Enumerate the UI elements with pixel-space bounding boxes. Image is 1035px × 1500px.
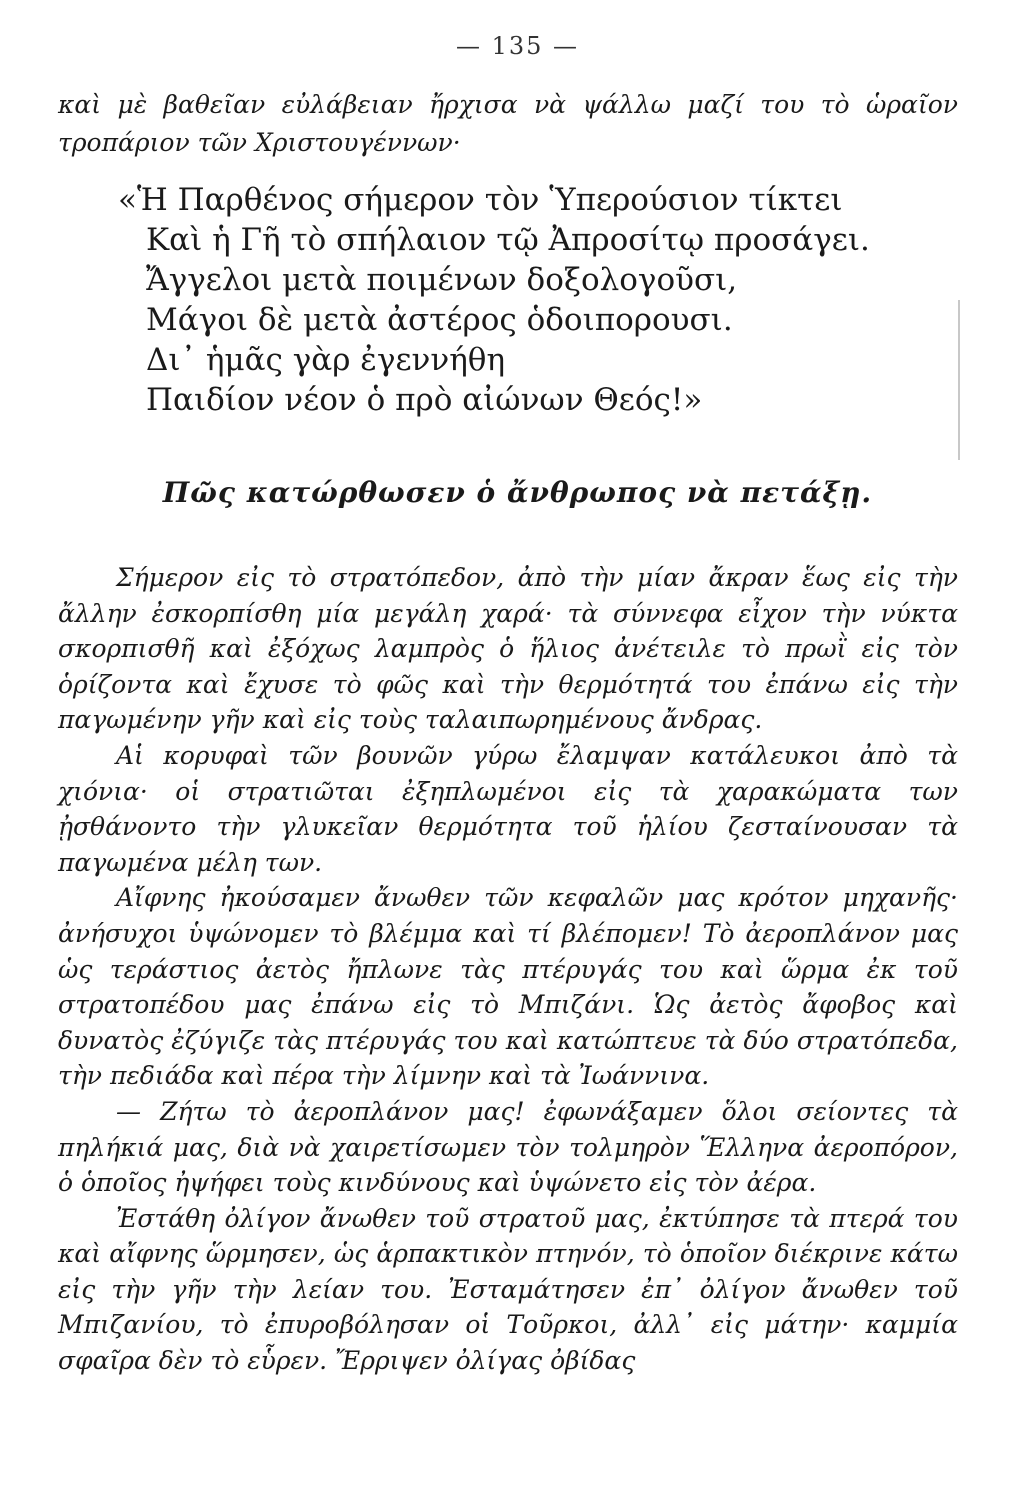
paragraph: Ἐστάθη ὀλίγον ἄνωθεν τοῦ στρατοῦ μας, ἐκτύπησε τὰ πτερά του καὶ αἴφνης ὥρμησεν, ὡς ἁρπακτικὸν πτηνόν, τὸ ὁποῖον διέκρινε κάτω εἰς τὴν γῆν τὴν λείαν του. Ἐσταμάτησεν ἐπ᾽ ὀλίγον ἄνωθεν τοῦ Μπιζανίου, τὸ ἐπυροβόλησαν οἱ Τοῦρκοι, ἀλλ᾽ εἰς μάτην· καμμία σφαῖρα δὲν τὸ εὗρεν. Ἔρριψεν ὀλίγας ὀβίδας [58, 1203, 958, 1376]
intro-text: καὶ μὲ βαθεῖαν εὐλάβειαν ἤρχισα νὰ ψάλλω μαζί του τὸ ὡραῖον τροπάριον τῶν Χριστουγέννων· [58, 90, 958, 157]
poem-line: Μάγοι δὲ μετὰ ἀστέρος ὁδοιπορουσι. [146, 302, 733, 338]
poem-line: Δι᾽ ἡμᾶς γὰρ ἐγεννήθη [146, 342, 506, 378]
poem-line: Ἄγγελοι μετὰ ποιμένων δοξολογοῦσι, [146, 262, 738, 298]
body-text [58, 560, 958, 1379]
poem-line: Καὶ ἡ Γῆ τὸ σπήλαιον τῷ Ἀπροσίτῳ προσάγει. [146, 222, 870, 258]
hymn-poem [118, 180, 938, 420]
page-number: — 135 — [455, 32, 580, 60]
section-heading: Πῶς κατώρθωσεν ὁ ἄνθρωπος νὰ πετάξῃ. [162, 476, 873, 509]
paragraph: Σήμερον εἰς τὸ στρατόπεδον, ἀπὸ τὴν μίαν ἄκραν ἕως εἰς τὴν ἄλλην ἐσκορπίσθη μία μεγάλη χαρά· τὰ σύννεφα εἶχον τὴν νύκτα σκορπισθῆ καὶ ἐξόχως λαμπρὸς ὁ ἥλιος ἀνέτειλε τὸ πρωῒ εἰς τὸν ὁρίζοντα καὶ ἔχυσε τὸ φῶς καὶ τὴν θερμότητά του ἐπάνω εἰς τὴν παγωμένην γῆν καὶ εἰς τοὺς ταλαιπωρημένους ἄνδρας. [58, 563, 958, 735]
poem-line: «Ἡ Παρθένος σήμερον τὸν Ὑπερούσιον τίκτει [118, 182, 843, 218]
paragraph: — Ζήτω τὸ ἀεροπλάνον μας! ἐφωνάξαμεν ὅλοι σείοντες τὰ πηλήκιά μας, διὰ νὰ χαιρετίσωμεν τὸν τολμηρὸν Ἕλληνα ἀεροπόρον, ὁ ὁποῖος ἠψήφει τοὺς κινδύνους καὶ ὑψώνετο εἰς τὸν ἀέρα. [58, 1096, 958, 1198]
poem-line: Παιδίον νέον ὁ πρὸ αἰώνων Θεός!» [146, 382, 703, 418]
paragraph: Αἴφνης ἠκούσαμεν ἄνωθεν τῶν κεφαλῶν μας κρότον μηχανῆς· ἀνήσυχοι ὑψώνομεν τὸ βλέμμα καὶ τί βλέπομεν! Τὸ ἀεροπλάνον μας ὡς τεράστιος ἀετὸς ἤπλωνε τὰς πτέρυγάς του καὶ ὥρμα ἐκ τοῦ στρατοπέδου μας ἐπάνω εἰς τὸ Μπιζάνι. Ὡς ἀετὸς ἄφοβος καὶ δυνατὸς ἐζύγιζε τὰς πτέρυγάς του καὶ κατώπτευε τὰ δύο στρατόπεδα, τὴν πεδιάδα καὶ πέρα τὴν λίμνην καὶ τὰ Ἰωάννινα. [58, 883, 958, 1091]
margin-line [958, 300, 960, 460]
paragraph: Αἱ κορυφαὶ τῶν βουνῶν γύρω ἔλαμψαν κατάλευκοι ἀπὸ τὰ χιόνια· οἱ στρατιῶται ἐξηπλωμένοι εἰς τὰ χαρακώματα των ᾐσθάνοντο τὴν γλυκεῖαν θερμότητα τοῦ ἡλίου ζεσταίνουσαν τὰ παγωμένα μέλη των. [58, 740, 958, 877]
